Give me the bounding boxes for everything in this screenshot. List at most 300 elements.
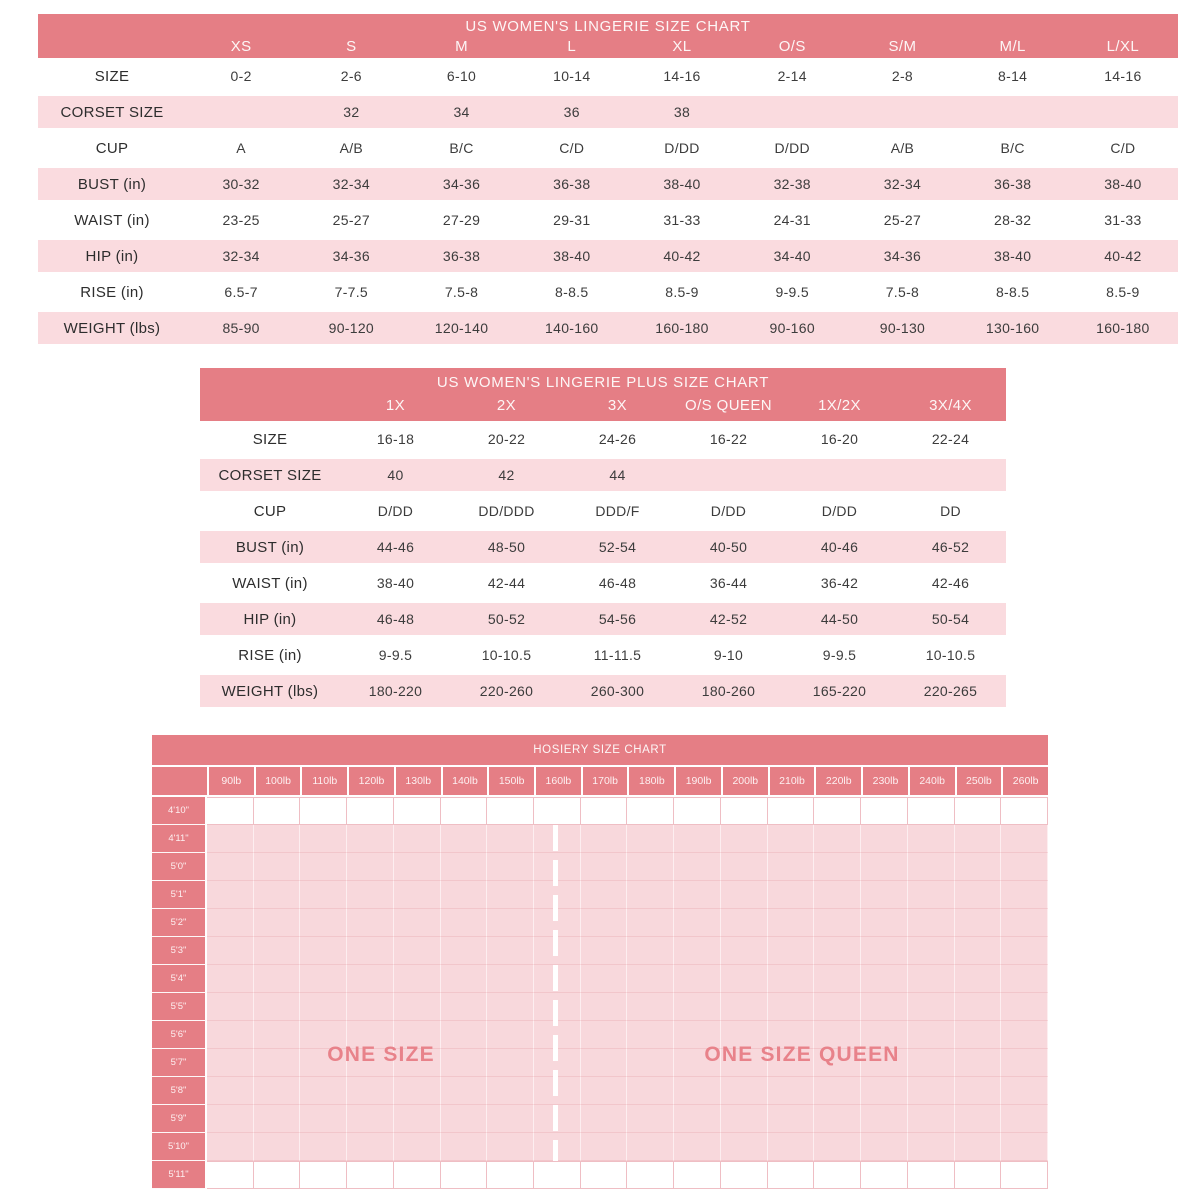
table-cell: 2-6 <box>340 68 362 84</box>
hosiery-cell <box>487 1105 534 1133</box>
hosiery-cell <box>1001 1161 1048 1189</box>
table-cell: 40 <box>387 467 404 483</box>
hosiery-cell <box>441 1161 488 1189</box>
hosiery-cell <box>721 881 768 909</box>
hosiery-cell <box>394 1161 441 1189</box>
hosiery-cell <box>441 993 488 1021</box>
hosiery-cell <box>861 797 908 825</box>
hosiery-cell <box>674 1161 721 1189</box>
hosiery-cell <box>347 881 394 909</box>
table-row <box>38 130 1178 166</box>
hosiery-row <box>152 1077 1048 1105</box>
hosiery-cell <box>955 909 1002 937</box>
table-cell: 36-38 <box>442 248 481 264</box>
table-cell: 40-50 <box>709 539 748 555</box>
height-row-label: 5'2" <box>152 909 207 937</box>
hosiery-cell <box>254 853 301 881</box>
hosiery-cell <box>1001 797 1048 825</box>
hosiery-cell <box>207 909 254 937</box>
table-header-band <box>38 14 1178 58</box>
table-cell: 36 <box>563 104 580 120</box>
table-row <box>38 166 1178 202</box>
hosiery-cell <box>487 965 534 993</box>
hosiery-cell <box>768 909 815 937</box>
hosiery-cell <box>627 1133 674 1161</box>
table-cell: 36-38 <box>553 176 591 192</box>
hosiery-cell <box>254 909 301 937</box>
hosiery-cell <box>441 1049 488 1077</box>
weight-column-header: 100lb <box>256 767 301 795</box>
weight-column-header: 210lb <box>770 767 815 795</box>
chart-title: US WOMEN'S LINGERIE SIZE CHART <box>465 18 751 35</box>
table-row <box>38 58 1178 94</box>
hosiery-cell <box>861 1161 908 1189</box>
hosiery-cell <box>955 853 1002 881</box>
hosiery-cell <box>347 965 394 993</box>
table-cell: 165-220 <box>812 683 867 699</box>
hosiery-cell <box>347 825 394 853</box>
hosiery-cell <box>394 1077 441 1105</box>
hosiery-cell <box>207 993 254 1021</box>
hosiery-cell <box>300 797 347 825</box>
column-header: 2X <box>496 397 517 414</box>
hosiery-cell <box>581 1133 628 1161</box>
hosiery-cell <box>861 1105 908 1133</box>
table-cell: 34-36 <box>883 248 922 264</box>
weight-column-header: 180lb <box>629 767 674 795</box>
height-row-label: 5'4" <box>152 965 207 993</box>
row-label: WEIGHT (lbs) <box>63 319 161 337</box>
weight-column-header: 230lb <box>863 767 908 795</box>
table-body <box>152 797 1048 1189</box>
table-cell: 220-260 <box>479 683 534 699</box>
table-cell: 260-300 <box>590 683 645 699</box>
table-cell: C/D <box>1110 140 1136 156</box>
table-cell: 36-44 <box>709 575 748 591</box>
column-header: 3X <box>607 397 628 414</box>
hosiery-cell <box>674 993 721 1021</box>
hosiery-cell <box>300 965 347 993</box>
hosiery-cell <box>347 1161 394 1189</box>
hosiery-cell <box>581 1049 628 1077</box>
table-cell: 0-2 <box>230 68 252 84</box>
table-row <box>200 421 1006 457</box>
hosiery-cell <box>207 825 254 853</box>
column-header: 3X/4X <box>929 397 972 414</box>
hosiery-cell <box>814 853 861 881</box>
hosiery-cell <box>721 993 768 1021</box>
hosiery-cell <box>487 1133 534 1161</box>
table-cell: 46-48 <box>376 611 415 627</box>
table-cell: 40-42 <box>663 248 701 264</box>
hosiery-cell <box>674 881 721 909</box>
table-cell: 6-10 <box>446 68 477 84</box>
hosiery-cell <box>394 881 441 909</box>
table-cell: 24-31 <box>773 212 811 228</box>
hosiery-cell <box>721 965 768 993</box>
table-cell: 16-22 <box>709 431 748 447</box>
row-label: CUP <box>95 139 129 157</box>
hosiery-cell <box>441 1105 488 1133</box>
hosiery-cell <box>487 1049 534 1077</box>
hosiery-grid <box>152 797 1048 1189</box>
table-cell: 34-36 <box>442 176 481 192</box>
table-row <box>38 94 1178 130</box>
hosiery-cell <box>394 965 441 993</box>
hosiery-cell <box>814 937 861 965</box>
lingerie-size-chart-table <box>38 14 1178 346</box>
hosiery-cell <box>581 909 628 937</box>
hosiery-cell <box>955 1133 1002 1161</box>
hosiery-cell <box>300 909 347 937</box>
hosiery-cell <box>207 1077 254 1105</box>
table-cell: D/DD <box>774 140 810 156</box>
hosiery-cell <box>955 797 1002 825</box>
table-cell: 90-130 <box>879 320 926 336</box>
hosiery-cell <box>1001 937 1048 965</box>
hosiery-cell <box>394 1133 441 1161</box>
table-cell: 31-33 <box>663 212 701 228</box>
hosiery-cell <box>441 1077 488 1105</box>
table-cell: 8-14 <box>998 68 1028 84</box>
table-cell: D/DD <box>664 140 700 156</box>
height-row-label: 4'11" <box>152 825 207 853</box>
table-row <box>38 202 1178 238</box>
table-cell: 9-9.5 <box>775 284 809 300</box>
table-cell: 32 <box>343 104 360 120</box>
hosiery-cell <box>487 937 534 965</box>
hosiery-cell <box>207 797 254 825</box>
hosiery-cell <box>1001 1105 1048 1133</box>
hosiery-cell <box>581 881 628 909</box>
hosiery-cell <box>207 937 254 965</box>
hosiery-row <box>152 825 1048 853</box>
hosiery-cell <box>674 965 721 993</box>
weight-column-header: 150lb <box>489 767 534 795</box>
hosiery-row <box>152 881 1048 909</box>
hosiery-cell <box>908 1077 955 1105</box>
table-cell: 220-265 <box>923 683 978 699</box>
hosiery-cell <box>441 909 488 937</box>
hosiery-row <box>152 1161 1048 1189</box>
weight-column-header: 260lb <box>1003 767 1048 795</box>
hosiery-cell <box>254 1077 301 1105</box>
table-cell: D/DD <box>821 503 858 519</box>
row-label: WAIST (in) <box>74 211 150 229</box>
table-cell: 44-46 <box>376 539 415 555</box>
height-row-label: 5'7" <box>152 1049 207 1077</box>
hosiery-cell <box>487 797 534 825</box>
table-cell: 14-16 <box>1104 68 1142 84</box>
hosiery-cell <box>394 797 441 825</box>
height-row-label: 4'10" <box>152 797 207 825</box>
table-cell: 10-14 <box>553 68 591 84</box>
table-row <box>200 601 1006 637</box>
hosiery-cell <box>768 881 815 909</box>
weight-column-header: 90lb <box>209 767 254 795</box>
height-row-label: 5'5" <box>152 993 207 1021</box>
table-cell: 40-46 <box>820 539 859 555</box>
hosiery-cell <box>627 1077 674 1105</box>
column-header: XL <box>672 38 692 55</box>
hosiery-cell <box>441 965 488 993</box>
column-header: S <box>346 38 357 55</box>
hosiery-cell <box>627 965 674 993</box>
table-header-band <box>200 368 1006 421</box>
hosiery-cell <box>955 1049 1002 1077</box>
weight-column-header: 190lb <box>676 767 721 795</box>
hosiery-cell <box>955 1077 1002 1105</box>
hosiery-cell <box>300 993 347 1021</box>
hosiery-cell <box>908 909 955 937</box>
hosiery-cell <box>1001 1021 1048 1049</box>
column-header-row <box>152 767 1048 795</box>
hosiery-cell <box>674 1105 721 1133</box>
table-cell: 52-54 <box>598 539 637 555</box>
height-row-label: 5'8" <box>152 1077 207 1105</box>
table-row <box>38 238 1178 274</box>
hosiery-cell <box>861 881 908 909</box>
hosiery-cell <box>300 853 347 881</box>
hosiery-cell <box>581 1077 628 1105</box>
hosiery-cell <box>627 825 674 853</box>
table-cell: 120-140 <box>434 320 489 336</box>
hosiery-cell <box>814 1077 861 1105</box>
chart-title: HOSIERY SIZE CHART <box>152 735 1048 765</box>
height-row-label: 5'6" <box>152 1021 207 1049</box>
table-cell: 8-8.5 <box>555 284 589 300</box>
row-label: SIZE <box>94 67 130 85</box>
hosiery-cell <box>581 1021 628 1049</box>
table-cell: 23-25 <box>222 212 260 228</box>
hosiery-cell <box>674 825 721 853</box>
hosiery-cell <box>1001 909 1048 937</box>
hosiery-cell <box>487 853 534 881</box>
table-cell: 9-9.5 <box>378 647 413 663</box>
hosiery-cell <box>207 1161 254 1189</box>
hosiery-cell <box>627 881 674 909</box>
height-row-label: 5'1" <box>152 881 207 909</box>
hosiery-cell <box>487 1021 534 1049</box>
hosiery-cell <box>768 965 815 993</box>
hosiery-cell <box>908 825 955 853</box>
table-cell: DD <box>940 503 961 519</box>
table-cell: 10-10.5 <box>481 647 532 663</box>
hosiery-cell <box>768 937 815 965</box>
column-header-spacer <box>152 767 207 795</box>
hosiery-cell <box>254 825 301 853</box>
hosiery-cell <box>861 993 908 1021</box>
column-header-row <box>200 395 1006 421</box>
row-label: WAIST (in) <box>232 574 308 592</box>
hosiery-cell <box>394 993 441 1021</box>
hosiery-cell <box>955 1021 1002 1049</box>
hosiery-cell <box>581 825 628 853</box>
height-row-label: 5'0" <box>152 853 207 881</box>
table-cell: 8.5-9 <box>1106 284 1140 300</box>
table-cell: 32-34 <box>332 176 370 192</box>
hosiery-cell <box>347 1133 394 1161</box>
column-header-spacer <box>38 37 186 58</box>
hosiery-cell <box>721 1077 768 1105</box>
hosiery-cell <box>394 1105 441 1133</box>
weight-column-header: 110lb <box>302 767 347 795</box>
hosiery-cell <box>768 1133 815 1161</box>
hosiery-cell <box>908 1021 955 1049</box>
hosiery-cell <box>721 909 768 937</box>
table-cell: 22-24 <box>931 431 970 447</box>
hosiery-cell <box>627 909 674 937</box>
row-label: CORSET SIZE <box>218 466 322 484</box>
hosiery-cell <box>441 1133 488 1161</box>
table-cell: 160-180 <box>655 320 709 336</box>
hosiery-cell <box>254 1021 301 1049</box>
table-cell: 7.5-8 <box>444 284 479 300</box>
weight-column-header: 170lb <box>583 767 628 795</box>
table-body <box>200 421 1006 709</box>
hosiery-cell <box>814 1133 861 1161</box>
hosiery-cell <box>347 1105 394 1133</box>
hosiery-cell <box>347 1077 394 1105</box>
table-cell: 6.5-7 <box>224 284 258 300</box>
hosiery-cell <box>487 909 534 937</box>
column-header: 1X/2X <box>818 397 861 414</box>
hosiery-cell <box>254 937 301 965</box>
hosiery-cell <box>300 1133 347 1161</box>
hosiery-cell <box>627 1021 674 1049</box>
column-header-spacer <box>200 395 340 421</box>
plus-size-chart-table <box>200 368 1006 709</box>
hosiery-cell <box>627 797 674 825</box>
one-size-region-label: ONE SIZE <box>327 1043 435 1066</box>
row-label: BUST (in) <box>235 538 305 556</box>
table-cell: 38-40 <box>1104 176 1142 192</box>
hosiery-cell <box>908 1105 955 1133</box>
hosiery-cell <box>300 1105 347 1133</box>
table-cell: 14-16 <box>663 68 701 84</box>
hosiery-cell <box>861 1077 908 1105</box>
table-cell: 7.5-8 <box>885 284 920 300</box>
weight-column-header: 130lb <box>396 767 441 795</box>
row-label: BUST (in) <box>77 175 147 193</box>
table-cell: 10-10.5 <box>925 647 976 663</box>
hosiery-cell <box>674 797 721 825</box>
hosiery-cell <box>581 965 628 993</box>
row-label: CORSET SIZE <box>60 103 164 121</box>
height-row-label: 5'10" <box>152 1133 207 1161</box>
hosiery-cell <box>674 937 721 965</box>
column-header: S/M <box>888 38 917 55</box>
row-label: HIP (in) <box>85 247 139 265</box>
hosiery-cell <box>441 797 488 825</box>
hosiery-cell <box>814 825 861 853</box>
table-cell: 130-160 <box>985 320 1040 336</box>
hosiery-cell <box>814 965 861 993</box>
hosiery-cell <box>674 909 721 937</box>
hosiery-cell <box>1001 853 1048 881</box>
hosiery-cell <box>768 853 815 881</box>
hosiery-cell <box>627 993 674 1021</box>
hosiery-cell <box>814 909 861 937</box>
hosiery-cell <box>721 853 768 881</box>
table-cell: DDD/F <box>595 503 640 519</box>
hosiery-cell <box>1001 1077 1048 1105</box>
hosiery-cell <box>441 937 488 965</box>
table-cell: 16-18 <box>376 431 415 447</box>
hosiery-cell <box>908 797 955 825</box>
table-cell: 160-180 <box>1096 320 1150 336</box>
table-cell: B/C <box>449 140 474 156</box>
height-row-label: 5'9" <box>152 1105 207 1133</box>
weight-column-header: 220lb <box>816 767 861 795</box>
table-cell: 38-40 <box>994 248 1032 264</box>
hosiery-cell <box>300 825 347 853</box>
hosiery-cell <box>955 881 1002 909</box>
hosiery-cell <box>1001 825 1048 853</box>
hosiery-cell <box>300 881 347 909</box>
row-label: RISE (in) <box>238 646 302 664</box>
hosiery-cell <box>347 993 394 1021</box>
table-cell: 42-46 <box>931 575 970 591</box>
hosiery-cell <box>254 993 301 1021</box>
table-row <box>38 310 1178 346</box>
table-cell: 36-42 <box>820 575 859 591</box>
table-cell: 28-32 <box>994 212 1032 228</box>
hosiery-cell <box>581 853 628 881</box>
hosiery-row <box>152 1021 1048 1049</box>
hosiery-cell <box>768 825 815 853</box>
column-header: M <box>455 38 468 55</box>
hosiery-cell <box>254 1133 301 1161</box>
column-header: 1X <box>385 397 406 414</box>
table-row <box>200 529 1006 565</box>
hosiery-cell <box>908 965 955 993</box>
weight-column-header: 200lb <box>723 767 768 795</box>
hosiery-cell <box>814 797 861 825</box>
column-header: L <box>567 38 577 55</box>
table-cell: 90-160 <box>769 320 815 336</box>
hosiery-cell <box>207 1049 254 1077</box>
hosiery-cell <box>955 1105 1002 1133</box>
table-row <box>200 673 1006 709</box>
hosiery-cell <box>441 853 488 881</box>
hosiery-cell <box>300 1077 347 1105</box>
hosiery-cell <box>814 881 861 909</box>
table-row <box>38 274 1178 310</box>
hosiery-cell <box>207 881 254 909</box>
table-cell: 32-38 <box>773 176 811 192</box>
table-cell: A <box>236 140 246 156</box>
table-cell: 85-90 <box>222 320 260 336</box>
table-cell: 7-7.5 <box>334 284 369 300</box>
hosiery-row <box>152 797 1048 825</box>
table-cell: 8.5-9 <box>665 284 699 300</box>
hosiery-cell <box>768 1161 815 1189</box>
hosiery-cell <box>908 993 955 1021</box>
hosiery-cell <box>768 993 815 1021</box>
table-cell: 31-33 <box>1104 212 1142 228</box>
hosiery-cell <box>908 1161 955 1189</box>
table-cell: B/C <box>1000 140 1025 156</box>
table-row <box>200 457 1006 493</box>
height-row-label: 5'11" <box>152 1161 207 1189</box>
weight-column-header: 140lb <box>443 767 488 795</box>
table-cell: 180-220 <box>368 683 423 699</box>
table-cell: 54-56 <box>598 611 637 627</box>
hosiery-cell <box>441 825 488 853</box>
hosiery-cell <box>254 1105 301 1133</box>
table-cell: 34-40 <box>773 248 811 264</box>
